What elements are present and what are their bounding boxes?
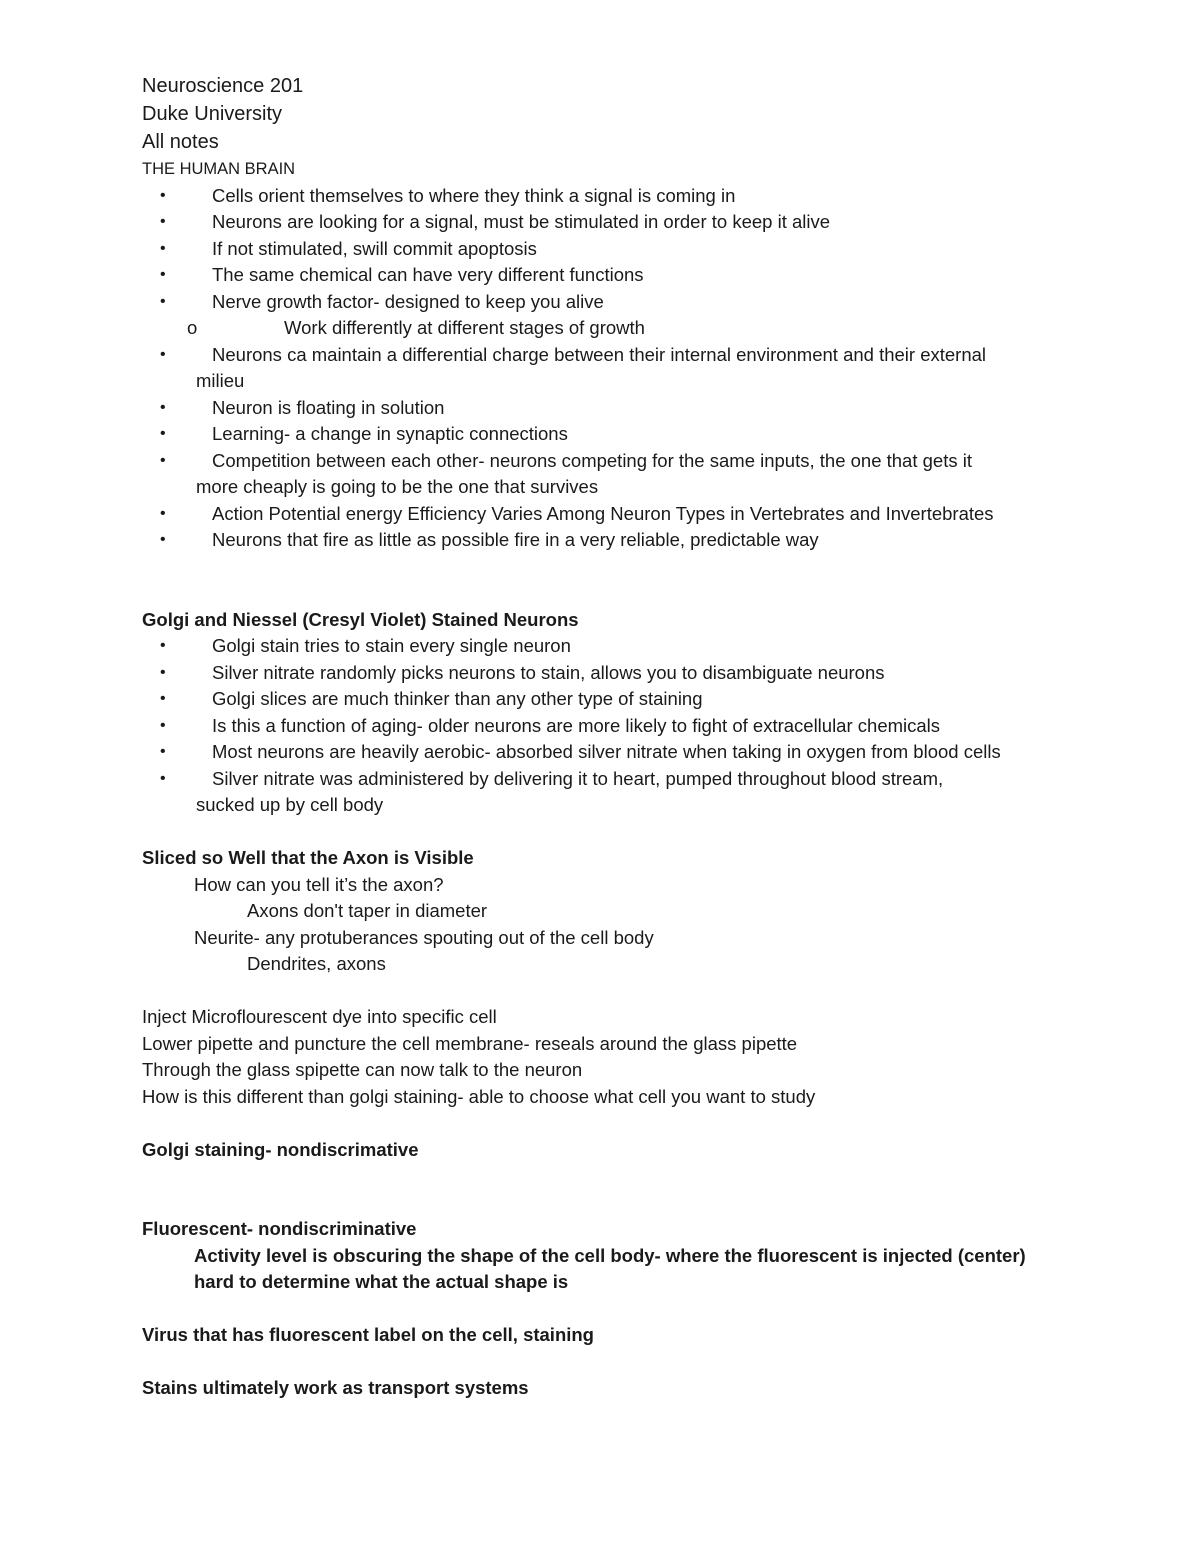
paragraph-line: How is this different than golgi staining- able to choose what cell you want to study xyxy=(142,1085,816,1107)
axon-question: How can you tell it’s the axon? xyxy=(194,873,444,895)
list-item: • Golgi slices are much thinker than any other type of staining xyxy=(142,686,1072,713)
paragraph-line: Inject Microflourescent dye into specific cell xyxy=(142,1006,497,1027)
activity-note-line-2: hard to determine what the actual shape is xyxy=(194,1271,569,1292)
document-page xyxy=(142,72,1072,1402)
list-item: • Golgi stain tries to stain every single neuron xyxy=(142,633,1072,660)
human-brain-bullet-list-2 xyxy=(142,342,1072,554)
list-item: • Learning- a change in synaptic connections xyxy=(142,421,1072,448)
list-item: • Cells orient themselves to where they think a signal is coming in xyxy=(142,183,1072,210)
bullet-icon: • xyxy=(160,716,166,734)
list-item: • If not stimulated, swill commit apoptosis xyxy=(142,236,1072,263)
bullet-icon: • xyxy=(160,637,166,654)
paragraph-line: Lower pipette and puncture the cell membrane- reseals around the glass pipette xyxy=(142,1032,798,1054)
bullet-icon: • xyxy=(160,451,166,469)
virus-heading: Virus that has fluorescent label on the cell, staining xyxy=(142,1324,594,1345)
bullet-icon: • xyxy=(160,213,166,230)
bullet-icon: • xyxy=(160,266,166,283)
list-item: • Action Potential energy Efficiency Varies Among Neuron Types in Vertebrates and Invertebrates xyxy=(142,501,1072,528)
bullet-icon: • xyxy=(160,531,166,548)
list-item: • Neurons are looking for a signal, must be stimulated in order to keep it alive xyxy=(142,209,1072,236)
list-item: • Is this a function of aging- older neurons are more likely to fight of extracellular chemicals xyxy=(142,713,1072,740)
list-item: • Neurons that fire as little as possible fire in a very reliable, predictable way xyxy=(142,527,1072,554)
list-item: • Neurons ca maintain a differential charge between their internal environment and their external milieu xyxy=(160,343,987,391)
golgi-staining-heading: Golgi staining- nondiscrimative xyxy=(142,1138,419,1160)
bullet-icon: • xyxy=(160,186,166,204)
neurite-definition: Neurite- any protuberances spouting out of the cell body xyxy=(194,926,654,948)
list-item: • Competition between each other- neurons competing for the same inputs, the one that gets it more cheaply is going to be the one that survives xyxy=(160,449,972,497)
section-heading-golgi-niessel: Golgi and Niessel (Cresyl Violet) Stained Neurons xyxy=(142,608,579,630)
human-brain-bullet-list xyxy=(142,183,1072,316)
axon-answer: Axons don't taper in diameter xyxy=(247,900,488,921)
list-item: • Neuron is floating in solution xyxy=(142,395,1072,422)
list-item: • The same chemical can have very different functions xyxy=(142,262,1072,289)
bullet-icon: • xyxy=(160,239,166,257)
bullet-icon: • xyxy=(160,504,166,522)
university-name: Duke University xyxy=(142,103,283,125)
list-item: • Nerve growth factor- designed to keep you alive xyxy=(142,289,1072,316)
bullet-icon: • xyxy=(160,292,166,310)
bullet-icon: • xyxy=(160,398,166,416)
fluorescent-heading: Fluorescent- nondiscriminative xyxy=(142,1218,417,1239)
bullet-icon: • xyxy=(160,690,166,707)
section-heading-axon: Sliced so Well that the Axon is Visible xyxy=(142,847,474,868)
course-title: Neuroscience 201 xyxy=(142,75,304,97)
bullet-icon: • xyxy=(160,425,166,442)
paragraph-line: Through the glass spipette can now talk to the neuron xyxy=(142,1059,583,1080)
bullet-icon: • xyxy=(160,663,166,681)
golgi-bullet-list xyxy=(142,633,1072,819)
bullet-icon: • xyxy=(160,769,166,787)
circle-bullet-icon: o xyxy=(187,317,198,338)
list-item: • Most neurons are heavily aerobic- absorbed silver nitrate when taking in oxygen from blood cells xyxy=(142,739,1072,766)
sub-list-item: o Work differently at different stages of growth xyxy=(142,315,1072,342)
list-item: • Silver nitrate randomly picks neurons to stain, allows you to disambiguate neurons xyxy=(142,660,1072,687)
list-item: • Silver nitrate was administered by delivering it to heart, pumped throughout blood stream, sucked up by cell body xyxy=(160,767,944,815)
section-heading-human-brain: THE HUMAN BRAIN xyxy=(142,160,296,178)
neurite-examples: Dendrites, axons xyxy=(247,953,386,974)
bullet-icon: • xyxy=(160,743,166,760)
activity-note-line-1: Activity level is obscuring the shape of the cell body- where the fluorescent is injected (center) xyxy=(194,1244,1026,1266)
bullet-icon: • xyxy=(160,345,166,363)
notes-subtitle: All notes xyxy=(142,131,219,153)
stains-heading: Stains ultimately work as transport systems xyxy=(142,1377,529,1398)
